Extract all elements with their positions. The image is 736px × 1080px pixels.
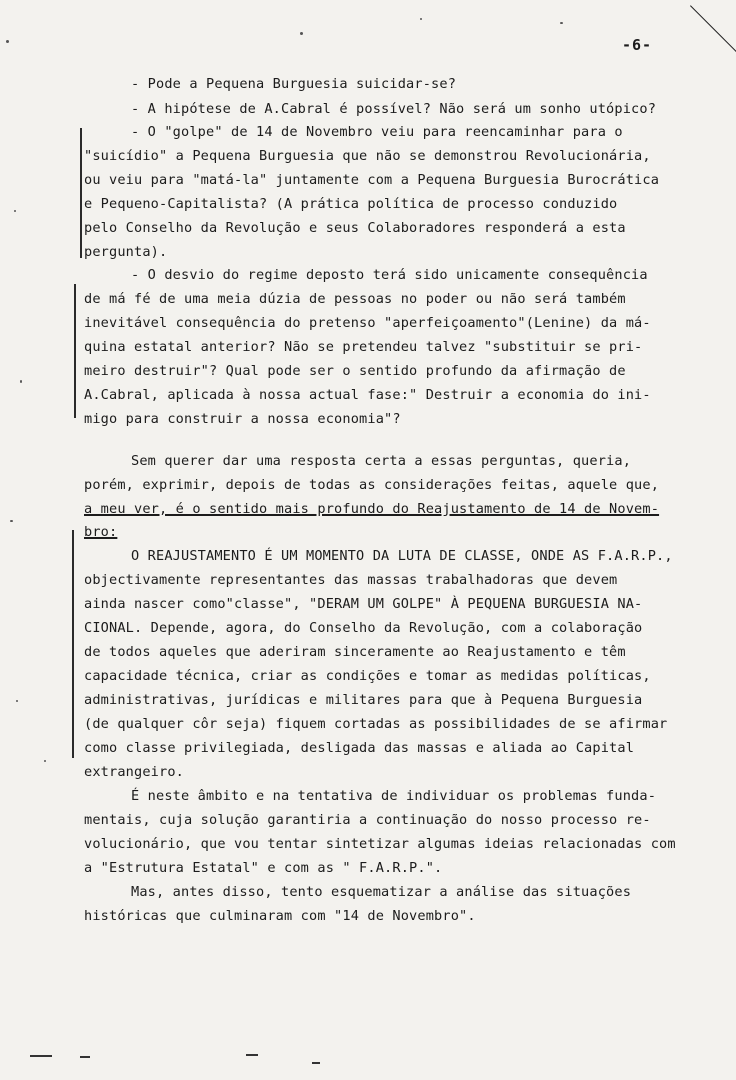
text-line: pelo Conselho da Revolução e seus Colaboradores responderá a esta [84, 220, 626, 236]
text-line-underlined: bro: [84, 524, 118, 540]
page-number: -6- [622, 36, 653, 54]
text-line: Mas, antes disso, tento esquematizar a análise das situações [131, 884, 632, 900]
text-line: inevitável consequência do pretenso "aperfeiçoamento"(Lenine) da má- [84, 315, 651, 331]
text-line-underlined: a meu ver, é o sentido mais profundo do Reajustamento de 14 de Novem- [84, 501, 660, 517]
scan-mark [246, 1054, 258, 1056]
text-line: - O "golpe" de 14 de Novembro veiu para reencaminhar para o [131, 124, 623, 140]
text-line: porém, exprimir, depois de todas as considerações feitas, aquele que, [84, 477, 660, 493]
text-line: ainda nascer como"classe", "DERAM UM GOLPE" À PEQUENA BURGUESIA NA- [84, 596, 643, 612]
text-line: migo para construir a nossa economia"? [84, 411, 401, 427]
text-line: - Pode a Pequena Burguesia suicidar-se? [131, 76, 457, 92]
text-line: e Pequeno-Capitalista? (A prática política de processo conduzido [84, 196, 618, 212]
scan-speck [300, 32, 303, 35]
text-line: (de qualquer côr seja) fiquem cortadas as possibilidades de se afirmar [84, 716, 668, 732]
text-line: objectivamente representantes das massas trabalhadoras que devem [84, 572, 618, 588]
text-line: como classe privilegiada, desligada das massas e aliada ao Capital [84, 740, 635, 756]
text-line: de todos aqueles que aderiram sinceramente ao Reajustamento e têm [84, 644, 626, 660]
text-line: ou veiu para "matá-la" juntamente com a Pequena Burguesia Burocrática [84, 172, 660, 188]
text-line: O REAJUSTAMENTO É UM MOMENTO DA LUTA DE CLASSE, ONDE AS F.A.R.P., [131, 548, 673, 564]
text-line: capacidade técnica, criar as condições e tomar as medidas políticas, [84, 668, 651, 684]
text-line: históricas que culminaram com "14 de Novembro". [84, 908, 476, 924]
pen-stroke-mark [690, 5, 736, 58]
text-line: A.Cabral, aplicada à nossa actual fase:" Destruir a economia do ini- [84, 387, 651, 403]
text-line: pergunta). [84, 244, 168, 260]
scan-mark [312, 1062, 320, 1064]
scan-speck [20, 380, 22, 383]
text-line: CIONAL. Depende, agora, do Conselho da Revolução, com a colaboração [84, 620, 643, 636]
text-line: meiro destruir"? Qual pode ser o sentido profundo da afirmação de [84, 363, 626, 379]
scan-speck [14, 210, 16, 212]
text-line: volucionário, que vou tentar sintetizar algumas ideias relacionadas com [84, 836, 676, 852]
text-line: - A hipótese de A.Cabral é possível? Não será um sonho utópico? [131, 101, 657, 117]
text-line: a "Estrutura Estatal" e com as " F.A.R.P.". [84, 860, 443, 876]
text-line: extrangeiro. [84, 764, 185, 780]
text-line: "suicídio" a Pequena Burguesia que não se demonstrou Revolucionária, [84, 148, 651, 164]
scan-mark [80, 1056, 90, 1058]
text-line: administrativas, jurídicas e militares para que à Pequena Burguesia [84, 692, 643, 708]
scan-speck [6, 40, 9, 43]
margin-bar [74, 284, 76, 418]
text-line: Sem querer dar uma resposta certa a essas perguntas, queria, [131, 453, 632, 469]
text-line: É neste âmbito e na tentativa de individuar os problemas funda- [131, 788, 657, 804]
text-line: - O desvio do regime deposto terá sido unicamente consequência [131, 267, 648, 283]
text-line: de má fé de uma meia dúzia de pessoas no poder ou não será também [84, 291, 626, 307]
margin-bar [80, 128, 82, 258]
scan-speck [16, 700, 18, 702]
scan-speck [44, 760, 46, 762]
margin-bar [72, 530, 74, 758]
text-line: mentais, cuja solução garantiria a continuação do nosso processo re- [84, 812, 651, 828]
scan-speck [560, 22, 563, 24]
scan-speck [420, 18, 422, 20]
scan-speck [10, 520, 13, 522]
text-line: quina estatal anterior? Não se pretendeu talvez "substituir se pri- [84, 339, 643, 355]
scan-mark [30, 1055, 52, 1057]
